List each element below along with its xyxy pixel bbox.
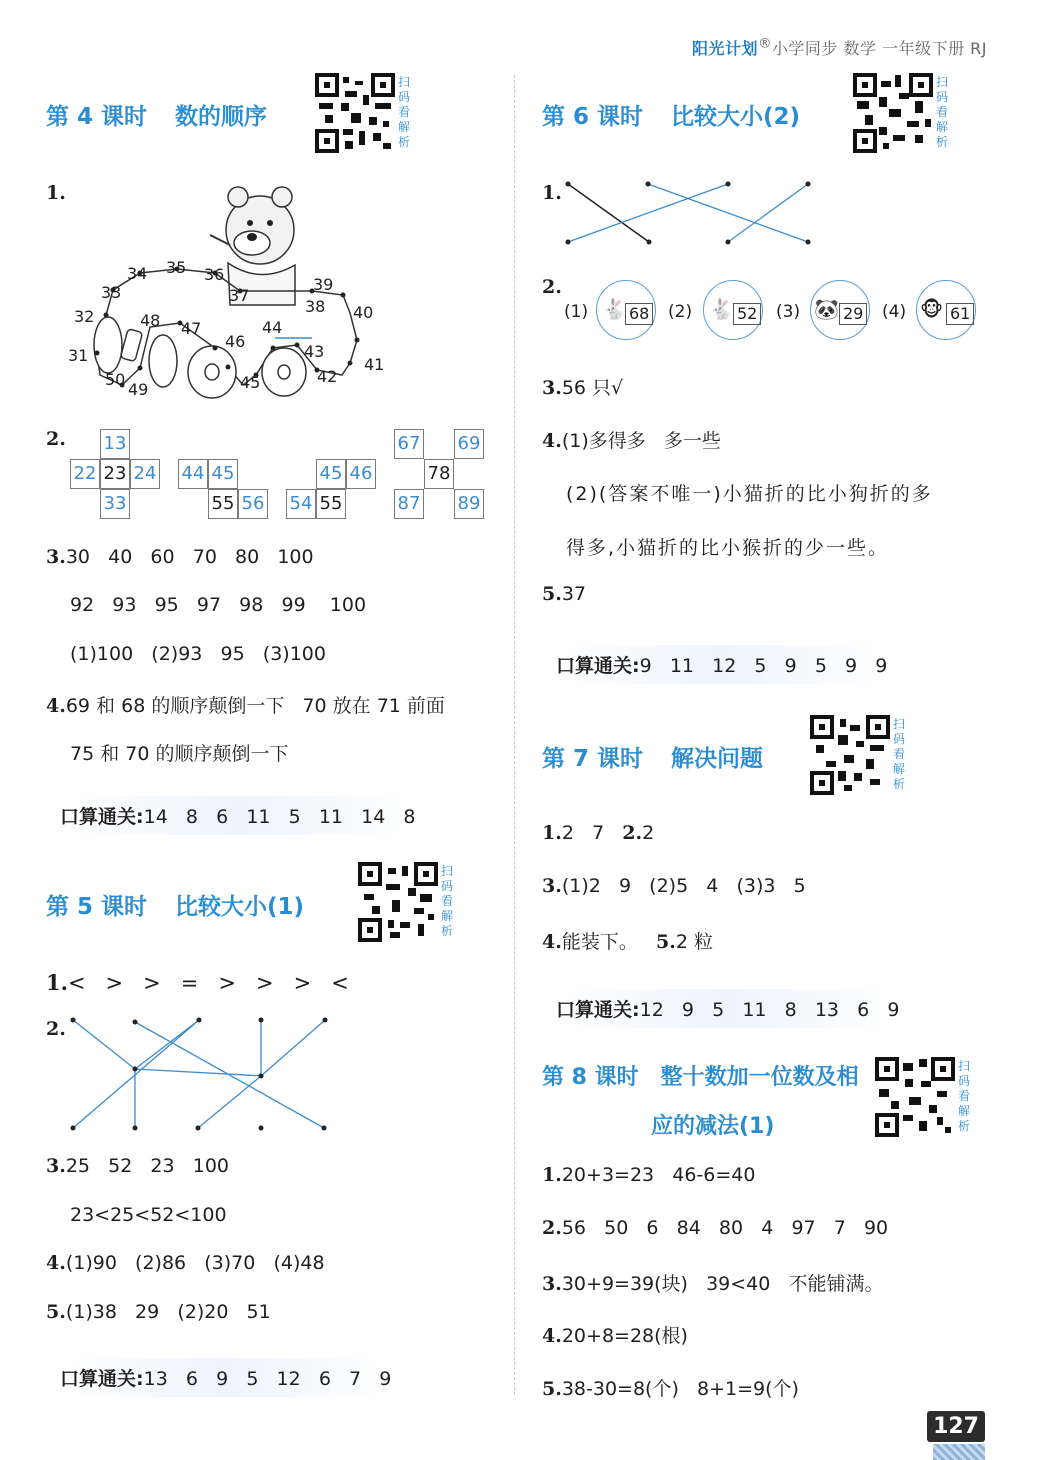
dot-label: 48 <box>140 311 161 330</box>
dot-label: 45 <box>240 373 261 392</box>
lesson-number: 第 8 课时 <box>542 1065 639 1090</box>
answer-value: 68 <box>625 303 653 325</box>
answer-line: 3.(1)2 9 (2)5 4 (3)3 5 <box>542 875 806 897</box>
grid-cell: 33 <box>100 489 130 519</box>
lesson-8-title-line-2: 应的减法(1) <box>651 1114 775 1139</box>
grid-cell: 56 <box>238 489 268 519</box>
oral-arithmetic-answers: 口算通关:12 9 5 11 8 13 6 9 <box>550 989 905 1028</box>
qr-code-icon[interactable] <box>315 73 395 153</box>
qr-code-icon[interactable] <box>358 862 438 942</box>
grid-cell: 87 <box>394 489 424 519</box>
item-label: (4) <box>882 302 907 322</box>
answer-line: 4.能装下。 5.2 粒 <box>542 931 713 953</box>
question-number: 2. <box>542 276 562 298</box>
qr-code-icon[interactable] <box>853 73 933 153</box>
grid-cell: 23 <box>100 459 130 489</box>
registered-mark: ® <box>758 36 772 52</box>
connect-dots-car-illustration <box>60 175 390 405</box>
answer-line: 4.(1)90 (2)86 (3)70 (4)48 <box>46 1252 325 1274</box>
answer-line: 2.56 50 6 84 80 4 97 7 90 <box>542 1217 889 1239</box>
grid-cell: 54 <box>286 489 316 519</box>
lesson-7-title <box>542 740 763 773</box>
lesson-name: 比较大小(1) <box>175 894 305 920</box>
qr-caption: 扫 码 看 解 析 <box>397 75 410 149</box>
answer-line: 75 和 70 的顺序颠倒一下 <box>70 743 289 765</box>
dot-label: 43 <box>304 342 325 361</box>
oral-arithmetic-answers: 口算通关:14 8 6 11 5 11 14 8 <box>54 796 422 835</box>
answer-line: 3.30 40 60 70 80 100 <box>46 546 314 568</box>
matching-lines-diagram <box>60 1010 340 1140</box>
dot-label: 41 <box>364 355 385 374</box>
animal-number-row <box>564 279 994 349</box>
column-divider <box>514 75 515 1395</box>
question-number: 1. <box>542 182 562 204</box>
item-label: (2) <box>668 302 693 322</box>
dot-label: 39 <box>313 275 334 294</box>
answer-line: 4.(1)多得多 多一些 <box>542 430 721 452</box>
grid-cell: 22 <box>70 459 100 489</box>
grid-cell: 45 <box>208 459 238 489</box>
dot-label: 42 <box>317 367 338 386</box>
dot-label: 32 <box>74 307 95 326</box>
answer-line: 92 93 95 97 98 99 100 <box>70 594 367 616</box>
grid-cell: 69 <box>454 429 484 459</box>
dot-label: 47 <box>181 319 202 338</box>
dot-label: 38 <box>305 297 326 316</box>
answer-line: 5.(1)38 29 (2)20 51 <box>46 1301 271 1323</box>
dot-label: 33 <box>101 283 122 302</box>
qr-caption: 扫 码 看 解 析 <box>892 717 905 791</box>
lesson-4-title <box>46 98 267 131</box>
grid-cell: 45 <box>316 459 346 489</box>
grid-cell: 89 <box>454 489 484 519</box>
dot-label: 37 <box>229 286 250 305</box>
answer-value: 29 <box>839 303 867 325</box>
answer-value: 52 <box>733 303 761 325</box>
answer-line: 23<25<52<100 <box>70 1204 227 1226</box>
grid-cell: 55 <box>316 489 346 519</box>
qr-caption: 扫 码 看 解 析 <box>957 1059 970 1133</box>
oral-arithmetic-answers: 口算通关:13 6 9 5 12 6 7 9 <box>54 1358 397 1397</box>
answer-line: 5.37 <box>542 583 587 605</box>
lesson-name: 整十数加一位数及相 <box>660 1065 859 1090</box>
item-label: (1) <box>564 302 589 322</box>
answer-line: 4.69 和 68 的顺序颠倒一下 70 放在 71 前面 <box>46 695 445 717</box>
dot-label: 44 <box>262 318 283 337</box>
qr-caption: 扫 码 看 解 析 <box>935 75 948 149</box>
dot-label: 35 <box>166 258 187 277</box>
lesson-5-title <box>46 888 304 921</box>
dot-label: 49 <box>128 380 149 399</box>
answer-line: 得多,小猫折的比小猴折的少一些。 <box>566 537 890 559</box>
dot-label: 50 <box>105 370 126 389</box>
lesson-name: 比较大小(2) <box>671 104 801 130</box>
qr-caption: 扫 码 看 解 析 <box>440 864 453 938</box>
lesson-number: 第 7 课时 <box>542 746 644 772</box>
grid-cell: 67 <box>394 429 424 459</box>
answer-line: 1.< > > = > > > < <box>46 970 349 995</box>
lesson-number: 第 4 课时 <box>46 104 148 130</box>
lesson-name: 数的顺序 <box>175 104 268 130</box>
grid-cell: 13 <box>100 429 130 459</box>
lesson-name: 解决问题 <box>671 746 764 772</box>
question-number: 2. <box>46 428 66 450</box>
lesson-number: 第 5 课时 <box>46 894 148 920</box>
answer-line: (2)(答案不唯一)小猫折的比小狗折的多 <box>566 483 933 505</box>
grid-cell: 44 <box>178 459 208 489</box>
answer-line: 3.25 52 23 100 <box>46 1155 229 1177</box>
answer-line: 4.20+8=28(根) <box>542 1325 688 1347</box>
answer-line: 3.56 只√ <box>542 377 624 399</box>
dot-label: 46 <box>225 332 246 351</box>
page-number: 127 <box>927 1411 985 1442</box>
panda-icon: 🐼 <box>814 297 839 321</box>
item-label: (3) <box>776 302 801 322</box>
qr-code-icon[interactable] <box>810 715 890 795</box>
answer-line: 1.2 7 2.2 <box>542 822 655 844</box>
answer-line: 1.20+3=23 46-6=40 <box>542 1164 756 1186</box>
answer-line: 3.30+9=39(块) 39<40 不能铺满。 <box>542 1273 884 1295</box>
rabbit-icon: 🐇 <box>602 297 627 321</box>
qr-code-icon[interactable] <box>875 1057 955 1137</box>
grid-cell: 46 <box>346 459 376 489</box>
brand-name: 阳光计划 <box>692 39 759 58</box>
grid-cell: 24 <box>130 459 160 489</box>
lesson-6-title <box>542 98 800 131</box>
question-number: 2. <box>46 1018 66 1040</box>
dot-label: 40 <box>353 303 374 322</box>
dot-label: 31 <box>68 346 89 365</box>
book-info: 小学同步 数学 一年级下册 RJ <box>771 39 987 58</box>
dot-label: 34 <box>127 264 148 283</box>
rabbit-icon: 🐇 <box>709 297 734 321</box>
oral-arithmetic-answers: 口算通关:9 11 12 5 9 5 9 9 <box>550 645 893 684</box>
monkey-icon: 🐵 <box>920 297 944 321</box>
grid-cell: 78 <box>424 459 454 489</box>
running-header <box>692 36 987 59</box>
dot-label: 36 <box>204 265 225 284</box>
answer-value: 61 <box>946 303 974 325</box>
lesson-8-title <box>542 1060 859 1091</box>
answer-line: 5.38-30=8(个) 8+1=9(个) <box>542 1378 799 1400</box>
lesson-number: 第 6 课时 <box>542 104 644 130</box>
matching-lines-diagram <box>560 176 820 248</box>
question-number: 1. <box>46 182 66 204</box>
page-number-decoration <box>933 1444 985 1460</box>
answer-line: (1)100 (2)93 95 (3)100 <box>70 643 326 665</box>
grid-cell: 55 <box>208 489 238 519</box>
